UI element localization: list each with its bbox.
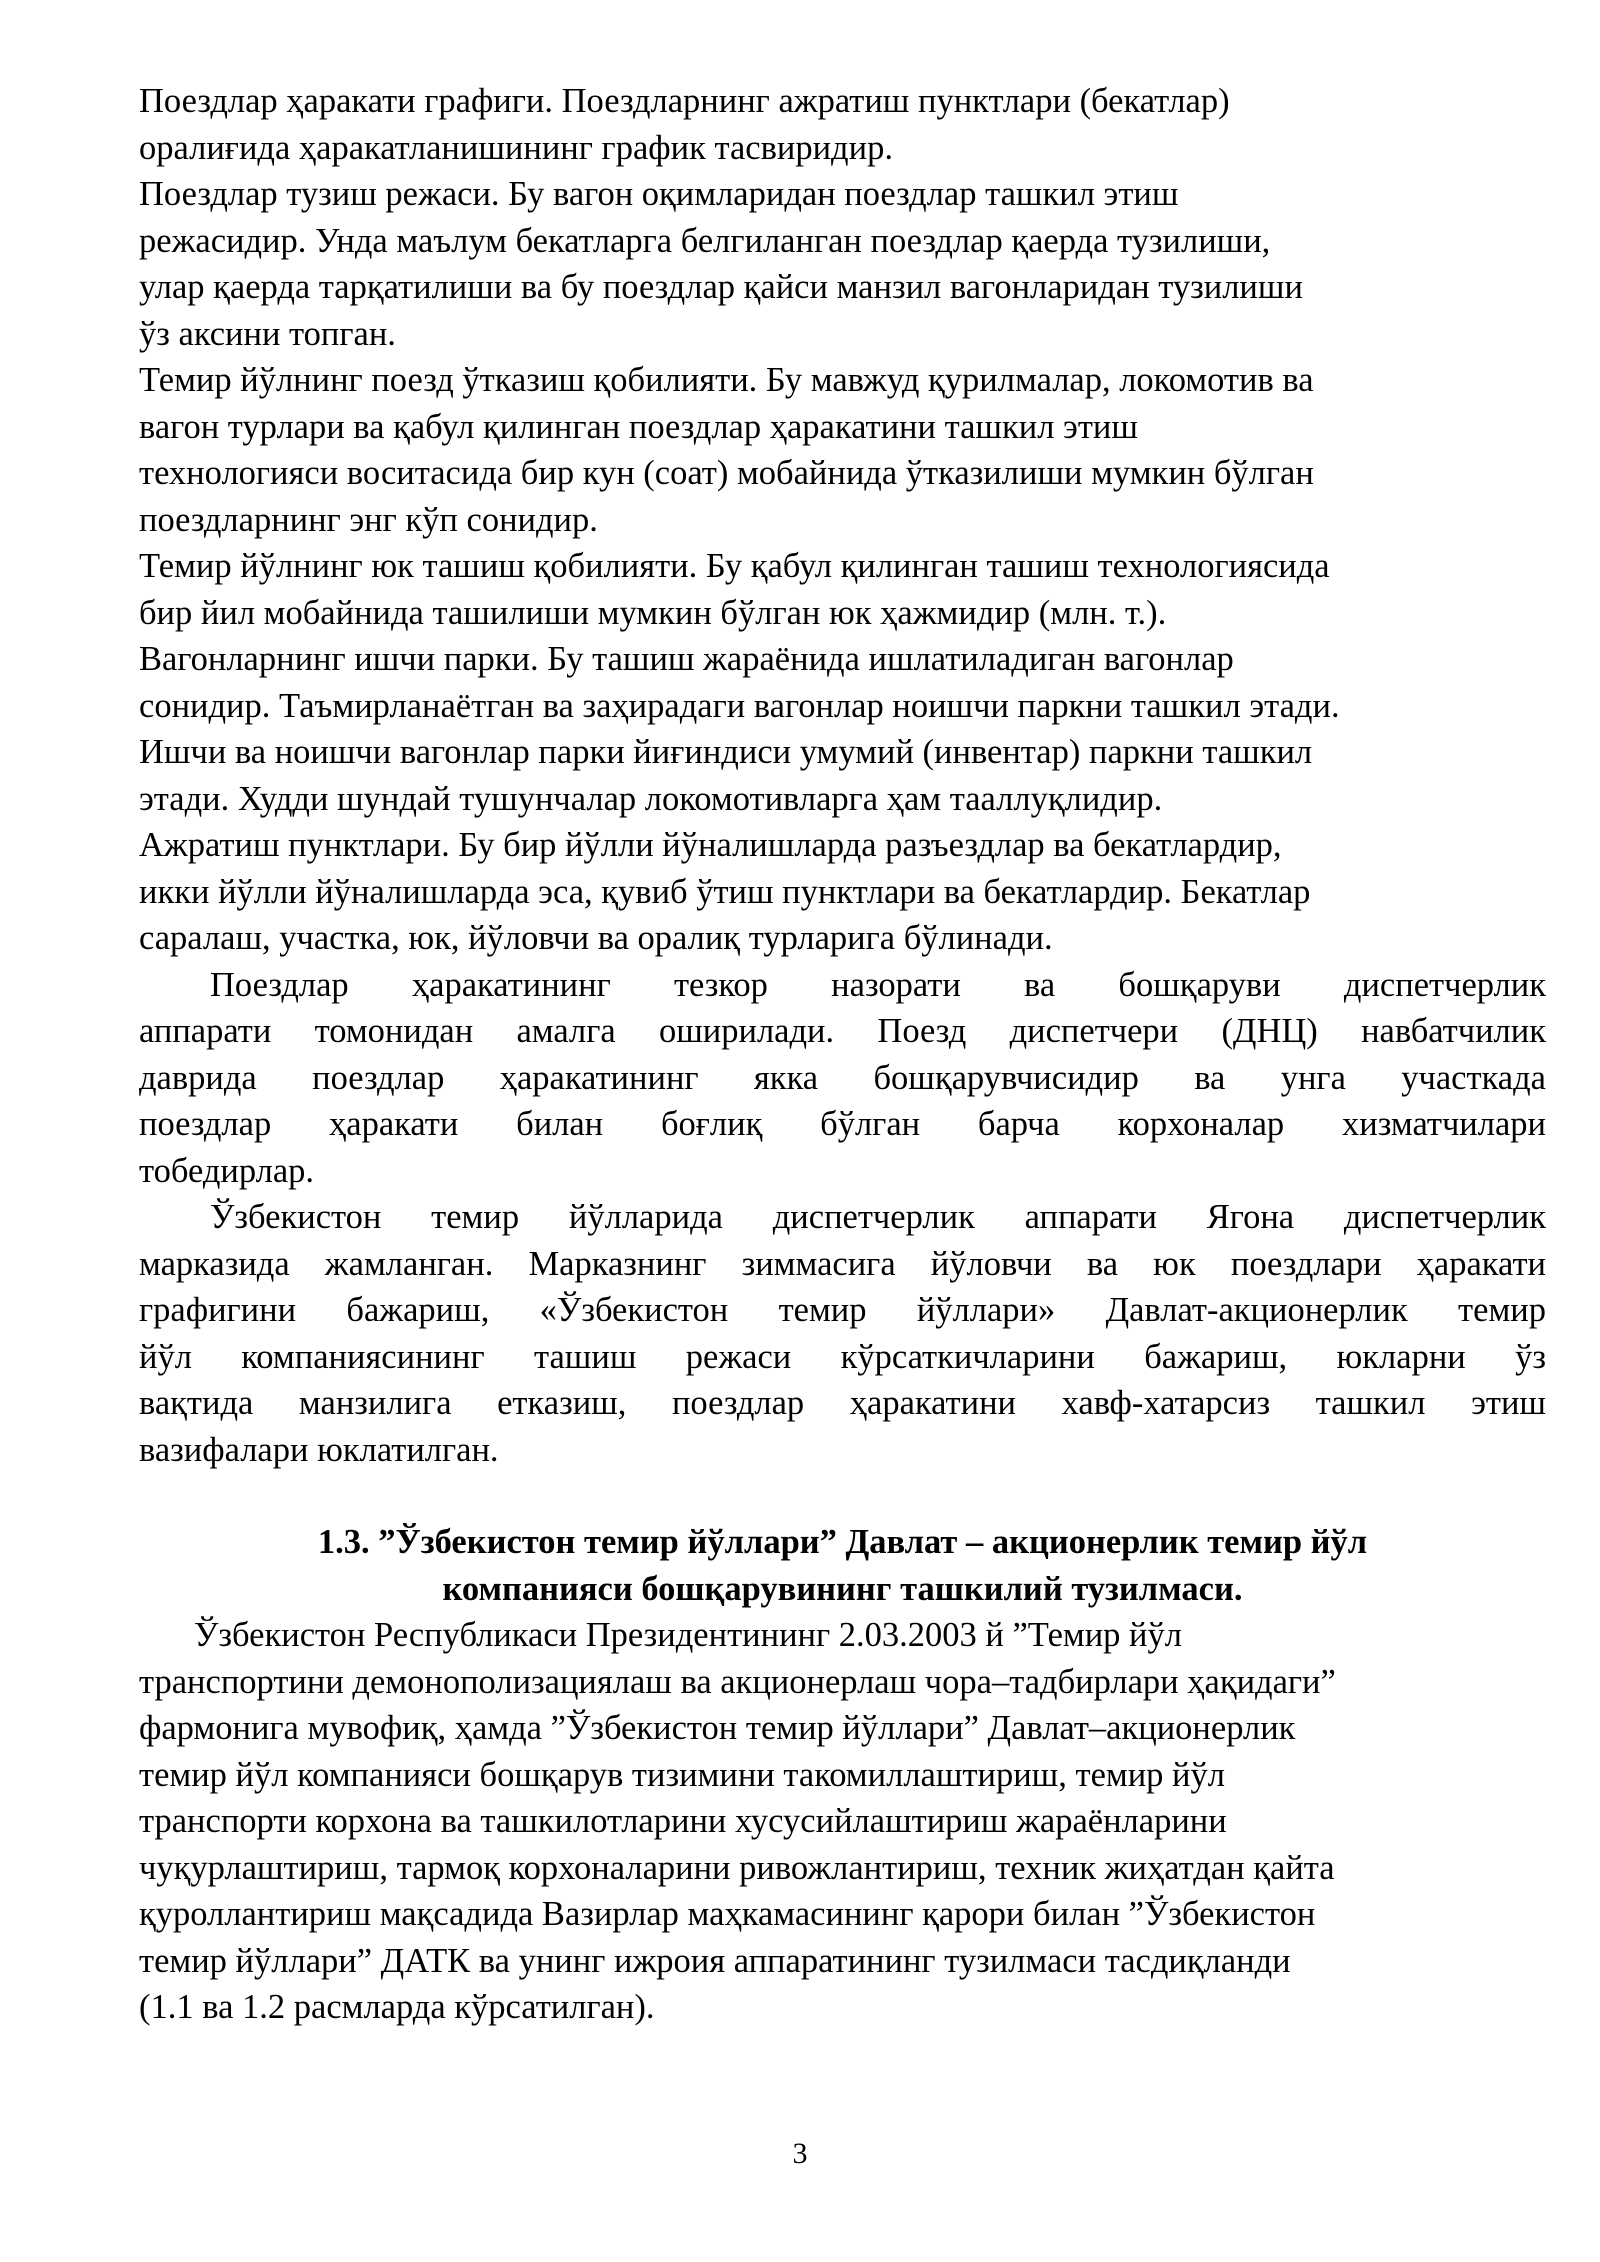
- text-line: бир йил мобайнида ташилиши мумкин бўлган юк ҳажмидир (млн. т.).: [139, 593, 1167, 632]
- section-heading-line: 1.3. ”Ўзбекистон темир йўллари” Давлат – акционерлик темир йўл: [317, 1523, 1368, 1561]
- text-line: оралиғида ҳаракатланишининг график тасвиридир.: [139, 128, 893, 167]
- text-line: темир йўллари” ДАТК ва унинг ижроия аппаратининг тузилмаси тасдиқланди: [139, 1941, 1291, 1980]
- text-line: Поездлар ҳаракатининг тезкор назорати ва бошқаруви диспетчерлик: [210, 965, 1546, 1004]
- section-heading-line: компанияси бошқарувининг ташкилий тузилмаси.: [442, 1569, 1243, 1608]
- definition-paragraph: [139, 822, 1546, 962]
- text-line: икки йўлли йўналишларда эса, қувиб ўтиш пунктлари ва бекатлардир. Бекатлар: [139, 872, 1311, 911]
- text-line: поездлар ҳаракати билан боғлиқ бўлган барча корхоналар хизматчилари: [139, 1105, 1546, 1143]
- text-line: улар қаерда тарқатилиши ва бу поездлар қайси манзил вагонларидан тузилиши: [139, 268, 1303, 306]
- text-line: Вагонларнинг ишчи парки. Бу ташиш жараёнида ишлатиладиган вагонлар: [139, 640, 1234, 678]
- page-number: 3: [792, 2137, 808, 2170]
- text-line: ўз аксини топган.: [139, 314, 396, 353]
- text-line: саралаш, участка, юк, йўловчи ва оралиқ турларига бўлинади.: [139, 919, 1053, 957]
- text-line: марказида жамланган. Марказнинг зиммасига йўловчи ва юк поездлари ҳаракати: [139, 1244, 1546, 1283]
- text-line: Темир йўлнинг поезд ўтказиш қобилияти. Бу мавжуд қурилмалар, локомотив ва: [139, 361, 1314, 399]
- text-line: транспортини демонополизациялаш ва акционерлаш чора–тадбирлари ҳақидаги”: [139, 1662, 1336, 1701]
- text-line: (1.1 ва 1.2 расмларда кўрсатилган).: [139, 1988, 655, 2026]
- definition-paragraph: [139, 636, 1546, 822]
- text-line: йўл компаниясининг ташиш режаси кўрсаткичларини бажариш, юкларни ўз: [139, 1337, 1546, 1376]
- body-paragraph: [139, 962, 1546, 1195]
- text-line: графигини бажариш, «Ўзбекистон темир йўллари» Давлат-акционерлик темир: [139, 1291, 1546, 1329]
- text-line: режасидир. Унда маълум бекатларга белгиланган поездлар қаерда тузилиши,: [139, 221, 1271, 260]
- section-paragraph: [139, 1612, 1546, 2031]
- text-line: вазифалари юклатилган.: [139, 1430, 499, 1469]
- text-line: Ишчи ва ноишчи вагонлар парки йиғиндиси умумий (инвентар) паркни ташкил: [139, 733, 1313, 771]
- text-line: фармонига мувофиқ, ҳамда ”Ўзбекистон темир йўллари” Давлат–акционерлик: [139, 1709, 1296, 1747]
- text-line: Темир йўлнинг юк ташиш қобилияти. Бу қабул қилинган ташиш технологиясида: [139, 547, 1330, 585]
- text-line: транспорти корхона ва ташкилотларини хусусийлаштириш жараёнларини: [139, 1802, 1227, 1840]
- text-line: қуроллантириш мақсадида Вазирлар маҳкамасининг қарори билан ”Ўзбекистон: [139, 1895, 1316, 1933]
- definition-paragraph: [139, 357, 1546, 543]
- text-line: аппарати томонидан амалга оширилади. Поезд диспетчери (ДНЦ) навбатчилик: [139, 1012, 1546, 1050]
- text-line: Ажратиш пунктлари. Бу бир йўлли йўналишларда разъездлар ва бекатлардир,: [139, 826, 1282, 864]
- definition-paragraph: [139, 171, 1546, 357]
- text-line: вагон турлари ва қабул қилинган поездлар ҳаракатини ташкил этиш: [139, 407, 1138, 446]
- text-line: Поездлар тузиш режаси. Бу вагон оқимларидан поездлар ташкил этиш: [139, 175, 1179, 213]
- section-heading: [139, 1519, 1546, 1612]
- definition-paragraph: [139, 78, 1546, 171]
- text-line: этади. Худди шундай тушунчалар локомотивларга ҳам тааллуқлидир.: [139, 779, 1163, 818]
- definition-paragraph: [139, 543, 1546, 636]
- text-line: технологияси воситасида бир кун (соат) мобайнида ўтказилиши мумкин бўлган: [139, 454, 1314, 492]
- text-line: даврида поездлар ҳаракатининг якка бошқарувчисидир ва унга участкада: [139, 1058, 1546, 1097]
- text-line: Поездлар ҳаракати графиги. Поездларнинг ажратиш пунктлари (бекатлар): [139, 82, 1230, 120]
- body-paragraph: [139, 1194, 1546, 1473]
- text-line: Ўзбекистон Республикаси Президентининг 2.03.2003 й ”Темир йўл: [194, 1616, 1182, 1654]
- text-line: темир йўл компанияси бошқарув тизимини такомиллаштириш, темир йўл: [139, 1755, 1225, 1794]
- text-line: вақтида манзилига етказиш, поездлар ҳаракатини хавф-хатарсиз ташкил этиш: [139, 1384, 1546, 1422]
- text-line: чуқурлаштириш, тармоқ корхоналарини ривожлантириш, техник жиҳатдан қайта: [139, 1848, 1335, 1887]
- text-line: сонидир. Таъмирланаётган ва заҳирадаги вагонлар ноишчи паркни ташкил этади.: [139, 686, 1340, 725]
- text-line: тобедирлар.: [139, 1151, 315, 1190]
- text-line: Ўзбекистон темир йўлларида диспетчерлик аппарати Ягона диспетчерлик: [210, 1198, 1546, 1236]
- text-line: поездларнинг энг кўп сонидир.: [139, 500, 598, 539]
- page-body: [139, 78, 1546, 2031]
